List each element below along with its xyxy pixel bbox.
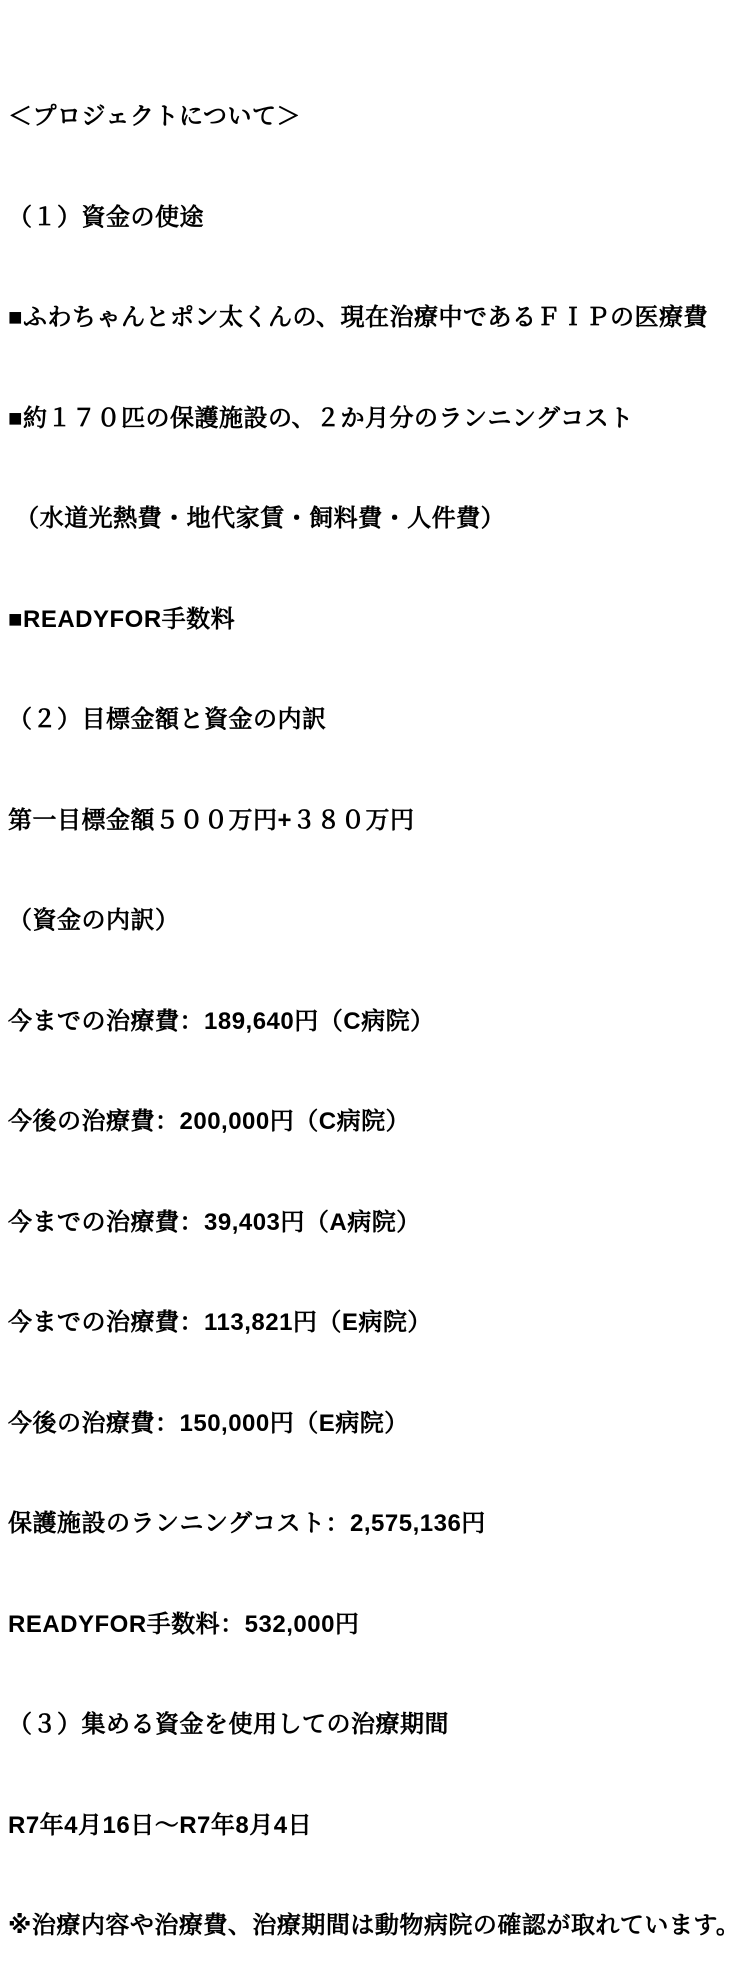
- item-1-fund-usage-heading: （１）資金の使途: [8, 203, 204, 231]
- fund-usage-running-cost: ■約１７０匹の保護施設の、２か月分のランニングコスト: [8, 404, 634, 432]
- cost-line-e-hospital-future: 今後の治療費：150,000円（E病院）: [8, 1409, 409, 1437]
- treatment-period-dates: R7年4月16日～R7年8月4日: [8, 1811, 313, 1839]
- item-2-goal-breakdown-heading: （２）目標金額と資金の内訳: [8, 706, 327, 733]
- note-hospital-confirmation: ※治療内容や治療費、治療期間は動物病院の確認が取れています。: [8, 1912, 740, 1939]
- cost-line-c-hospital-future: 今後の治療費：200,000円（C病院）: [8, 1108, 411, 1135]
- cost-line-e-hospital-past: 今までの治療費：113,821円（E病院）: [8, 1309, 432, 1336]
- item-3-treatment-period-heading: （３）集める資金を使用しての治療期間: [8, 1711, 449, 1738]
- cost-line-c-hospital-past: 今までの治療費：189,640円（C病院）: [8, 1007, 435, 1035]
- project-section-title: ＜プロジェクトについて＞: [8, 103, 302, 130]
- first-goal-amount: 第一目標金額５００万円+３８０万円: [8, 806, 415, 834]
- cost-line-shelter-running: 保護施設のランニングコスト：2,575,136円: [8, 1510, 486, 1537]
- cost-line-readyfor-fee: READYFOR手数料：532,000円: [8, 1610, 360, 1638]
- cost-line-a-hospital-past: 今までの治療費：39,403円（A病院）: [8, 1208, 421, 1236]
- fund-usage-readyfor-fee: ■READYFOR手数料: [8, 605, 236, 633]
- fund-breakdown-label: （資金の内訳）: [8, 907, 180, 934]
- fund-usage-fip-medical: ■ふわちゃんとポン太くんの、現在治療中であるＦＩＰの医療費: [8, 304, 709, 331]
- running-cost-detail: （水道光熱費・地代家賃・飼料費・人件費）: [8, 505, 506, 532]
